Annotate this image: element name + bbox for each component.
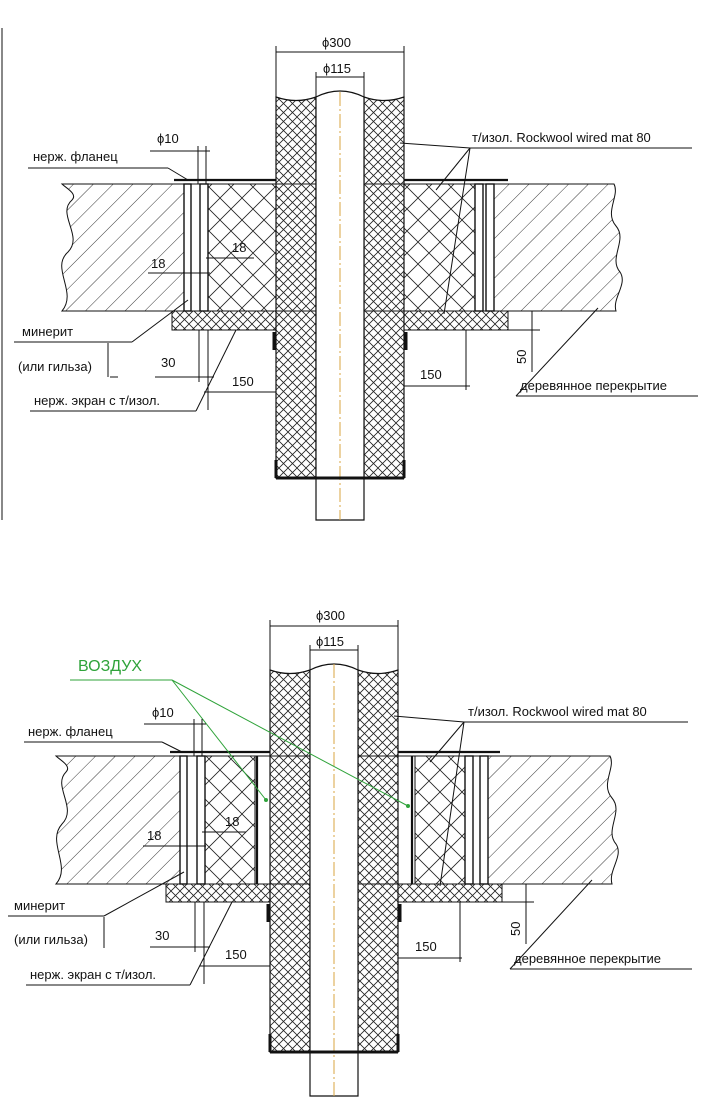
wood-floor-left-2 xyxy=(56,756,180,884)
leader-screen-tip-2 xyxy=(190,902,232,985)
screen-plate-left xyxy=(172,311,276,330)
dim-18-right: 18 xyxy=(232,240,247,255)
insulation-right-2 xyxy=(415,756,465,884)
dim-300-label-2: ϕ300 xyxy=(316,608,345,623)
sleeve-left-inner-2 xyxy=(197,756,205,884)
dim-18-right-2: 18 xyxy=(225,814,240,829)
label-insulation: т/изол. Rockwool wired mat 80 xyxy=(472,130,651,145)
dim-50: 50 xyxy=(514,349,529,364)
screen-plate-right-2 xyxy=(398,884,502,902)
bottom-drawing xyxy=(8,608,692,1096)
screen-plate-right xyxy=(404,311,508,330)
dim-30: 30 xyxy=(161,355,176,370)
label-sleeve: (или гильза) xyxy=(18,359,92,374)
leader-flange-tip-2 xyxy=(162,742,182,752)
sleeve-left-outer xyxy=(184,184,191,311)
dim-18-left: 18 xyxy=(151,256,166,271)
leader-insulation-2a xyxy=(394,716,464,722)
wood-floor-right-2 xyxy=(488,756,618,884)
sleeve-left-inner xyxy=(200,184,208,311)
wood-floor-left xyxy=(62,184,184,311)
dim-30-2: 30 xyxy=(155,928,170,943)
label-air: ВОЗДУХ xyxy=(78,658,143,675)
dim-50-2: 50 xyxy=(508,921,523,936)
dim-150-right-2: 150 xyxy=(415,939,437,954)
wood-floor-right xyxy=(494,184,622,311)
label-minerit-2: минерит xyxy=(14,898,66,913)
dim-150-right: 150 xyxy=(420,367,442,382)
air-point-right xyxy=(406,804,410,808)
label-flange: нерж. фланец xyxy=(33,149,118,164)
dim-115-label-2: ϕ115 xyxy=(316,634,345,649)
chimney-insulation-left-2 xyxy=(270,670,310,1052)
sleeve-right-inner-2 xyxy=(465,756,473,884)
sleeve-left-outer-2 xyxy=(180,756,187,884)
top-drawing xyxy=(2,28,698,520)
dim-300-label: ϕ300 xyxy=(322,35,351,50)
dim-115-label: ϕ115 xyxy=(323,61,352,76)
chimney-insulation-right-2 xyxy=(358,670,398,1052)
dim-10-label: ϕ10 xyxy=(157,131,179,146)
sleeve-right-inner xyxy=(475,184,483,311)
chimney-insulation-right xyxy=(364,97,404,478)
leader-screen-tip xyxy=(196,330,236,411)
label-minerit: минерит xyxy=(22,324,74,339)
insulation-right xyxy=(404,184,475,311)
leader-flange-tip xyxy=(168,168,188,180)
air-point-left xyxy=(264,798,268,802)
label-sleeve-2: (или гильза) xyxy=(14,932,88,947)
chimney-insulation xyxy=(276,97,316,478)
label-screen: нерж. экран с т/изол. xyxy=(34,393,161,408)
dim-18-left-2: 18 xyxy=(147,828,162,843)
sleeve-right-outer-2 xyxy=(480,756,488,884)
label-insulation-2: т/изол. Rockwool wired mat 80 xyxy=(468,704,647,719)
screen-plate-left-2 xyxy=(166,884,270,902)
leader-insulation-a xyxy=(400,143,470,148)
label-flange-2: нерж. фланец xyxy=(28,724,113,739)
label-floor-2: деревянное перекрытие xyxy=(514,951,661,966)
dim-10-label-2: ϕ10 xyxy=(152,705,174,720)
sleeve-right-outer xyxy=(486,184,494,311)
dim-150-left: 150 xyxy=(232,374,254,389)
label-screen-2: нерж. экран с т/изол. xyxy=(30,967,157,982)
dim-150-left-2: 150 xyxy=(225,947,247,962)
label-floor: деревянное перекрытие xyxy=(520,378,667,393)
